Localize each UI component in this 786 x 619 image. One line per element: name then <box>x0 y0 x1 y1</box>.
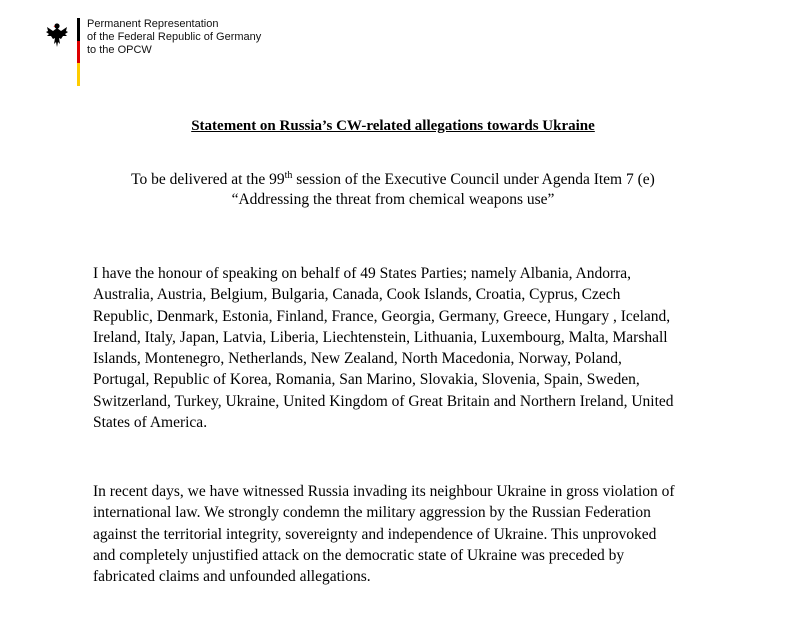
organization-name <box>87 18 261 57</box>
text-line: fabricated claims and unfounded allegations. <box>93 568 371 586</box>
text-line: against the territorial integrity, sovereignty and independence of Ukraine. This unprovoked <box>93 525 657 543</box>
text-line: I have the honour of speaking on behalf of 49 States Parties; namely Albania, Andorra, <box>93 265 632 282</box>
subtitle-line-2: “Addressing the threat from chemical weapons use” <box>231 191 555 208</box>
statement-subtitle <box>0 170 786 210</box>
text-line: Portugal, Republic of Korea, Romania, San Marino, Slovakia, Slovenia, Spain, Sweden, <box>93 371 640 389</box>
subtitle-line-1 <box>0 170 786 190</box>
subtitle-superscript: th <box>284 169 293 181</box>
text-line: Australia, Austria, Belgium, Bulgaria, Canada, Cook Islands, Croatia, Cyprus, Czech <box>93 286 621 304</box>
org-line: of the Federal Republic of Germany <box>87 31 262 43</box>
text-line: and completely unjustified attack on the democratic state of Ukraine was preceded by <box>93 546 625 564</box>
text-line: Ireland, Italy, Japan, Latvia, Liberia, Liechtenstein, Lithuania, Luxembourg, Malta, Marshall <box>93 328 668 346</box>
text-line: international law. We strongly condemn the military aggression by the Russian Federation <box>93 504 651 522</box>
letterhead <box>0 0 786 90</box>
subtitle-prefix: To be delivered at the 99 <box>131 171 285 188</box>
text-line: States of America. <box>93 414 208 432</box>
text-line: Islands, Montenegro, Netherlands, New Zealand, North Macedonia, Norway, Poland, <box>93 350 622 368</box>
text-line: In recent days, we have witnessed Russia invading its neighbour Ukraine in gross violation of <box>93 483 675 500</box>
text-line: Switzerland, Turkey, Ukraine, United Kingdom of Great Britain and Northern Ireland, United <box>93 392 674 410</box>
subtitle-suffix: session of the Executive Council under Agenda Item 7 (e) <box>292 171 655 188</box>
text-line: Republic, Denmark, Estonia, Finland, France, Georgia, Germany, Greece, Hungary , Iceland, <box>93 307 671 325</box>
paragraph-states-parties <box>93 263 733 433</box>
paragraph-condemnation <box>93 481 733 587</box>
federal-eagle-logo <box>45 22 69 48</box>
german-flag-bar <box>77 18 80 86</box>
org-line: to the OPCW <box>87 44 152 56</box>
statement-title: Statement on Russia’s CW-related allegations towards Ukraine <box>191 118 595 134</box>
org-line: Permanent Representation <box>87 18 219 30</box>
